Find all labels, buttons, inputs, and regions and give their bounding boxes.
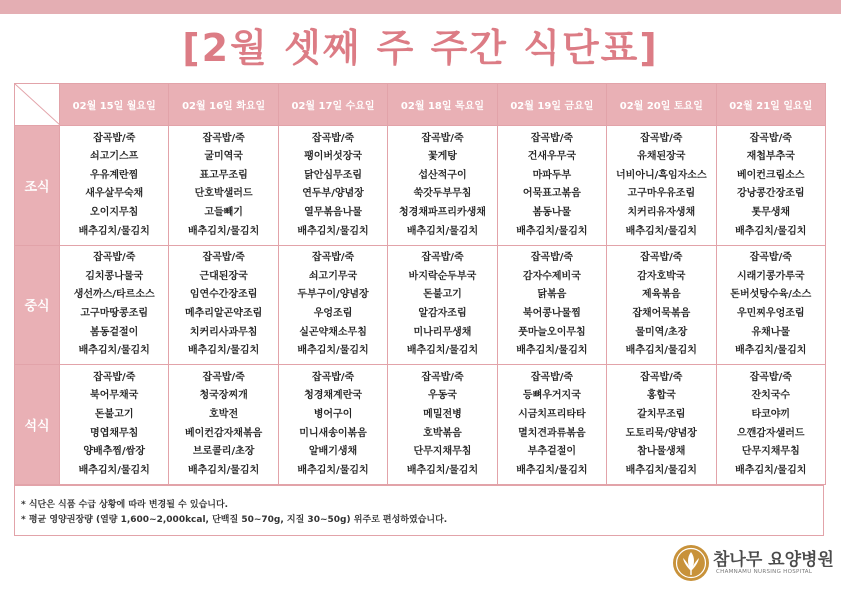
menu-cell [169, 365, 278, 485]
menu-item: 배추김치/물김치 [735, 225, 807, 237]
menu-item: 너비아니/흑임자소스 [616, 169, 707, 181]
menu-item: 꽃게탕 [427, 151, 457, 163]
menu-item: 시금치프리타타 [518, 409, 586, 421]
corner-cell [15, 84, 60, 126]
menu-item: 닭안심무조림 [304, 169, 363, 181]
menu-item: 풋마늘오이무침 [518, 326, 586, 338]
menu-item: 오이지무침 [90, 206, 139, 218]
day-header: 02월 15일 월요일 [60, 84, 169, 126]
menu-item: 배추김치/물김치 [78, 464, 150, 476]
menu-item: 배추김치/물김치 [735, 345, 807, 357]
menu-item: 잡곡밥/죽 [640, 132, 683, 144]
menu-item: 양배추찜/쌈장 [83, 446, 146, 458]
menu-item: 유채나물 [751, 326, 791, 338]
menu-item: 강낭콩간장조림 [736, 188, 805, 200]
menu-item: 잡곡밥/죽 [749, 252, 792, 264]
menu-cell [278, 126, 387, 246]
day-header: 02월 21일 일요일 [716, 84, 825, 126]
menu-cell [607, 365, 716, 485]
menu-item: 잡곡밥/죽 [749, 371, 792, 383]
menu-item: 잡곡밥/죽 [202, 371, 245, 383]
menu-item: 감자호박국 [637, 270, 686, 282]
notes-box [14, 485, 824, 536]
menu-item: 잔치국수 [751, 390, 791, 402]
menu-item: 메밀전병 [423, 409, 462, 421]
menu-item: 두부구이/양념장 [297, 289, 369, 301]
menu-item: 섭산적구이 [418, 169, 467, 181]
menu-item: 톳무생채 [751, 206, 791, 218]
menu-item: 제육볶음 [642, 289, 681, 301]
menu-item: 굴미역국 [204, 151, 243, 163]
menu-item: 메추리알곤약조림 [184, 307, 263, 319]
menu-item: 쑥갓두부무침 [413, 188, 472, 200]
menu-item: 부추겉절이 [527, 446, 577, 458]
menu-item: 잡곡밥/죽 [311, 252, 355, 264]
menu-item: 으깬감자샐러드 [736, 427, 805, 439]
day-header: 02월 19일 금요일 [497, 84, 606, 126]
meal-row-dinner [15, 365, 826, 485]
menu-item: 임연수간장조림 [189, 289, 258, 301]
weekly-menu-table [14, 83, 826, 485]
menu-item: 호박볶음 [423, 427, 462, 439]
menu-item: 병어구이 [313, 409, 353, 421]
menu-item: 배추김치/물김치 [297, 464, 369, 476]
menu-item: 청경채파프리카생채 [399, 206, 486, 218]
menu-item: 잡곡밥/죽 [202, 252, 245, 264]
menu-item: 팽이버섯장국 [304, 151, 363, 163]
menu-cell [60, 245, 169, 365]
menu-item: 건새우무국 [527, 151, 577, 163]
menu-item: 잡곡밥/죽 [640, 371, 683, 383]
menu-item: 멸치견과류볶음 [518, 427, 586, 439]
menu-item: 배추김치/물김치 [78, 225, 150, 237]
menu-item: 도토리묵/양념장 [625, 427, 697, 439]
menu-cell [60, 365, 169, 485]
page-title: [2월 셋째 주 주간 식단표] [182, 26, 659, 70]
menu-item: 단무지채무침 [741, 446, 800, 458]
menu-cell [497, 245, 606, 365]
menu-item: 베이컨크림소스 [736, 169, 805, 181]
menu-item: 잡곡밥/죽 [749, 132, 792, 144]
menu-item: 실곤약채소무침 [299, 326, 367, 338]
menu-item: 생선까스/타르소스 [73, 289, 155, 301]
menu-item: 잡곡밥/죽 [311, 371, 355, 383]
menu-item: 홍합국 [646, 390, 676, 402]
menu-item: 잡곡밥/죽 [421, 252, 464, 264]
menu-item: 잡곡밥/죽 [93, 252, 136, 264]
menu-item: 베이컨감자채볶음 [184, 427, 263, 439]
menu-cell [60, 126, 169, 246]
menu-cell [607, 245, 716, 365]
menu-cell [497, 365, 606, 485]
menu-item: 재첩부추국 [746, 151, 795, 163]
menu-item: 배추김치/물김치 [406, 225, 479, 237]
menu-item: 북어무채국 [90, 390, 139, 402]
menu-item: 청경채계란국 [304, 390, 363, 402]
meal-row-breakfast [15, 126, 826, 246]
menu-item: 치커리사과무침 [189, 326, 258, 338]
menu-item: 배추김치/물김치 [187, 345, 260, 357]
menu-item: 새우살무숙채 [85, 188, 144, 200]
menu-item: 등뼈우거지국 [522, 390, 581, 402]
menu-item: 배추김치/물김치 [297, 225, 369, 237]
menu-item: 시래기콩가루국 [736, 270, 805, 282]
menu-item: 배추김치/물김치 [406, 464, 479, 476]
menu-item: 배추김치/물김치 [735, 464, 807, 476]
menu-cell [716, 365, 825, 485]
menu-item: 마파두부 [532, 169, 572, 181]
menu-cell [716, 126, 825, 246]
menu-item: 물미역/초장 [635, 326, 688, 338]
menu-cell [497, 126, 606, 246]
menu-cell [169, 126, 278, 246]
menu-item: 고구마땅콩조림 [80, 307, 149, 319]
menu-item: 배추김치/물김치 [516, 225, 588, 237]
menu-item: 우유계란찜 [90, 169, 139, 181]
menu-cell [278, 245, 387, 365]
menu-item: 배추김치/물김치 [516, 345, 588, 357]
menu-item: 감자수제비국 [522, 270, 581, 282]
menu-cell [278, 365, 387, 485]
menu-item: 참나물생채 [637, 446, 686, 458]
menu-item: 고구마우유조림 [627, 188, 696, 200]
menu-item: 배추김치/물김치 [297, 345, 369, 357]
menu-cell [607, 126, 716, 246]
menu-item: 미니새송이볶음 [299, 427, 367, 439]
menu-item: 청국장찌개 [199, 390, 248, 402]
oak-leaf-emblem-icon [672, 544, 710, 582]
menu-item: 단호박샐러드 [194, 188, 253, 200]
meal-row-lunch [15, 245, 826, 365]
menu-item: 돈버섯탕수육/소스 [730, 289, 812, 301]
note-line: * 평균 영양권장량 (열량 1,600~2,000kcal, 단백질 50~70g, 지질 30~50g) 위주로 편성하였습니다. [21, 515, 448, 525]
menu-cell [388, 365, 497, 485]
menu-item: 배추김치/물김치 [406, 345, 479, 357]
menu-item: 잡곡밥/죽 [202, 132, 245, 144]
menu-item: 미나리무생채 [413, 326, 472, 338]
top-decorative-band [0, 0, 841, 14]
meal-label-lunch: 중식 [15, 245, 60, 365]
menu-item: 잡곡밥/죽 [421, 132, 464, 144]
logo-subtitle: CHAMNAMU NURSING HOSPITAL [716, 569, 813, 575]
menu-item: 잡곡밥/죽 [530, 132, 574, 144]
menu-item: 봄동겉절이 [90, 326, 139, 338]
diagonal-divider [15, 84, 60, 125]
menu-item: 알감자조림 [418, 307, 467, 319]
menu-item: 잡곡밥/죽 [311, 132, 355, 144]
menu-cell [716, 245, 825, 365]
menu-item: 잡곡밥/죽 [530, 252, 574, 264]
day-header: 02월 18일 목요일 [388, 84, 497, 126]
menu-item: 단무지채무침 [413, 446, 472, 458]
menu-item: 우민찌우엉조림 [736, 307, 805, 319]
menu-item: 배추김치/물김치 [78, 345, 150, 357]
menu-item: 브로콜리/초장 [192, 446, 255, 458]
menu-item: 잡곡밥/죽 [640, 252, 683, 264]
menu-item: 배추김치/물김치 [187, 225, 260, 237]
menu-item: 배추김치/물김치 [516, 464, 588, 476]
menu-item: 열무볶음나물 [304, 206, 363, 218]
menu-item: 유채된장국 [637, 151, 686, 163]
menu-item: 잡곡밥/죽 [530, 371, 574, 383]
meal-label-breakfast: 조식 [15, 126, 60, 246]
menu-item: 배추김치/물김치 [625, 345, 697, 357]
menu-item: 쇠고기무국 [308, 270, 358, 282]
header-row [15, 84, 826, 126]
menu-item: 잡채어묵볶음 [632, 307, 691, 319]
menu-item: 배추김치/물김치 [625, 464, 697, 476]
menu-item: 명엽채무침 [90, 427, 139, 439]
menu-item: 근대된장국 [199, 270, 248, 282]
menu-item: 잡곡밥/죽 [93, 371, 136, 383]
menu-item: 어묵표고볶음 [522, 188, 581, 200]
menu-item: 우동국 [427, 390, 457, 402]
meal-label-dinner: 석식 [15, 365, 60, 485]
menu-cell [388, 245, 497, 365]
menu-item: 봄동나물 [532, 206, 572, 218]
menu-item: 북어콩나물찜 [522, 307, 581, 319]
menu-item: 쇠고기스프 [90, 151, 139, 163]
menu-item: 김치콩나물국 [85, 270, 144, 282]
menu-item: 배추김치/물김치 [625, 225, 697, 237]
menu-item: 우엉조림 [313, 307, 353, 319]
menu-item: 표고무조림 [199, 169, 248, 181]
menu-item: 알배기생채 [308, 446, 358, 458]
menu-item: 닭볶음 [537, 289, 567, 301]
menu-cell [169, 245, 278, 365]
menu-item: 치커리유자생채 [627, 206, 696, 218]
menu-item: 연두부/양념장 [302, 188, 364, 200]
menu-cell [388, 126, 497, 246]
menu-item: 돈불고기 [94, 409, 134, 421]
menu-item: 호박전 [209, 409, 239, 421]
note-line: * 식단은 식품 수급 상황에 따라 변경될 수 있습니다. [21, 500, 229, 510]
day-header: 02월 20일 토요일 [607, 84, 716, 126]
menu-item: 바지락순두부국 [408, 270, 477, 282]
menu-item: 잡곡밥/죽 [421, 371, 464, 383]
day-header: 02월 17일 수요일 [278, 84, 387, 126]
day-header: 02월 16일 화요일 [169, 84, 278, 126]
menu-item: 고들빼기 [204, 206, 243, 218]
menu-item: 갈치무조림 [637, 409, 686, 421]
menu-item: 돈불고기 [423, 289, 462, 301]
menu-item: 타코야끼 [751, 409, 791, 421]
menu-item: 배추김치/물김치 [187, 464, 260, 476]
menu-item: 잡곡밥/죽 [93, 132, 136, 144]
hospital-logo [672, 542, 837, 586]
logo-name: 참나무 요양병원 [713, 550, 834, 570]
